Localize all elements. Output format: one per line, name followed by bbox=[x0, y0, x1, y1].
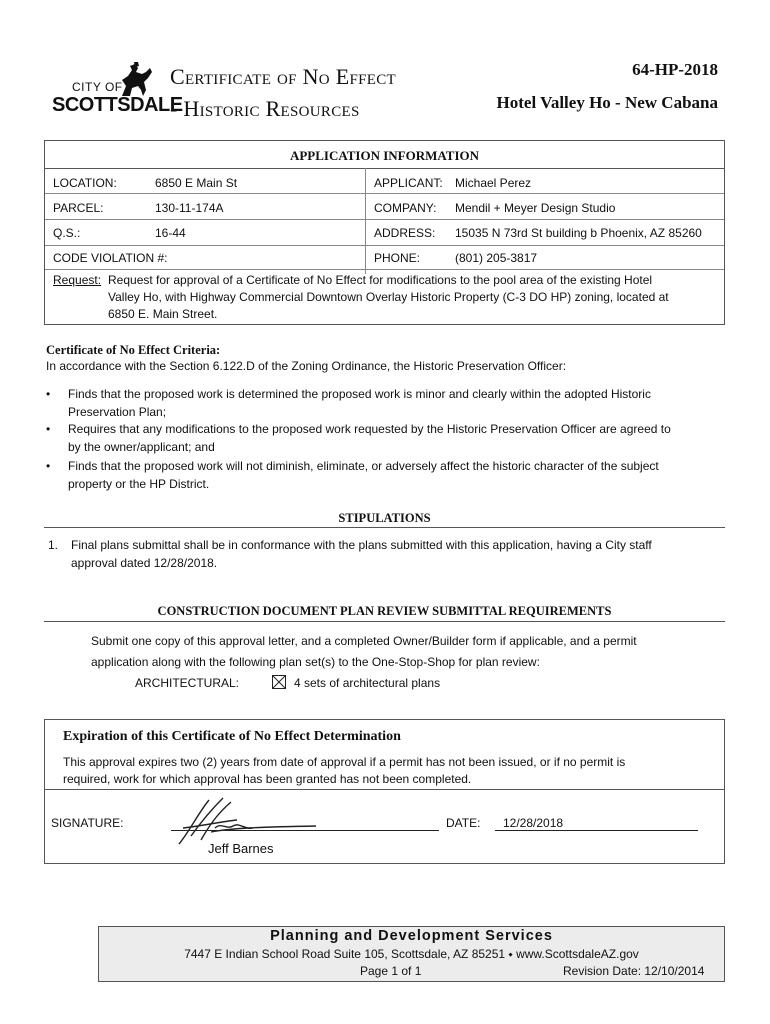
criteria-item-line1: Finds that the proposed work is determined the proposed work is minor and clearly within the adopted Historic bbox=[68, 387, 651, 401]
architectural-label: ARCHITECTURAL: bbox=[135, 676, 240, 690]
bullet-icon: • bbox=[46, 422, 51, 436]
criteria-item-line2: by the owner/applicant; and bbox=[68, 440, 215, 454]
company-label: COMPANY: bbox=[374, 201, 437, 215]
criteria-item-line1: Requires that any modifications to the proposed work requested by the Historic Preservation Officer are agreed to bbox=[68, 422, 671, 436]
signature-label: SIGNATURE: bbox=[51, 816, 124, 830]
expiration-line2: required, work for which approval has been granted has not been completed. bbox=[63, 772, 472, 786]
parcel-label: PARCEL: bbox=[53, 201, 104, 215]
footer-title: Planning and Development Services bbox=[270, 928, 553, 944]
expiration-box bbox=[44, 719, 725, 864]
date-line bbox=[495, 830, 698, 831]
address-value: 15035 N 73rd St building b Phoenix, AZ 85260 bbox=[455, 226, 702, 240]
bullet-icon: • bbox=[46, 459, 51, 473]
request-line2: Valley Ho, with Highway Commercial Downtown Overlay Historic Property (C-3 DO HP) zoning, located at bbox=[108, 290, 669, 304]
construction-line1: Submit one copy of this approval letter, and a completed Owner/Builder form if applicable, and a permit bbox=[91, 634, 637, 648]
criteria-heading: Certificate of No Effect Criteria: bbox=[46, 343, 221, 357]
stipulations-heading: STIPULATIONS bbox=[338, 511, 431, 525]
qs-label: Q.S.: bbox=[53, 226, 81, 240]
request-label: Request: bbox=[53, 273, 102, 287]
criteria-item-line1: Finds that the proposed work will not diminish, eliminate, or adversely affect the historic character of the subject bbox=[68, 459, 659, 473]
logo-scottsdale-text: SCOTTSDALE bbox=[52, 94, 183, 116]
project-name: Hotel Valley Ho - New Cabana bbox=[496, 93, 718, 112]
footer-page-number: Page 1 of 1 bbox=[360, 964, 422, 978]
criteria-intro: In accordance with the Section 6.122.D of the Zoning Ordinance, the Historic Preservation Officer: bbox=[46, 359, 567, 373]
architectural-value: 4 sets of architectural plans bbox=[294, 676, 441, 690]
request-line1: Request for approval of a Certificate of No Effect for modifications to the pool area of the existing Hotel bbox=[108, 273, 653, 287]
signer-name: Jeff Barnes bbox=[208, 841, 274, 856]
request-line3: 6850 E. Main Street. bbox=[108, 307, 218, 321]
criteria-item-line2: Preservation Plan; bbox=[68, 405, 167, 419]
application-info-box bbox=[44, 140, 725, 325]
construction-line2: application along with the following plan set(s) to the One-Stop-Shop for plan review: bbox=[91, 655, 540, 669]
phone-label: PHONE: bbox=[374, 251, 421, 265]
criteria-item-line2: property or the HP District. bbox=[68, 477, 210, 491]
expiration-line1: This approval expires two (2) years from date of approval if a permit has not been issued, or if no permit is bbox=[63, 755, 626, 769]
case-number: 64-HP-2018 bbox=[632, 60, 718, 79]
qs-value: 16-44 bbox=[155, 226, 186, 240]
architectural-checkbox[interactable] bbox=[272, 675, 286, 689]
address-label: ADDRESS: bbox=[374, 226, 436, 240]
applicant-label: APPLICANT: bbox=[374, 176, 443, 190]
logo-city-text: CITY OF bbox=[72, 80, 123, 94]
city-logo bbox=[50, 62, 183, 122]
checkbox-x-icon bbox=[272, 675, 286, 689]
date-label: DATE: bbox=[446, 816, 481, 830]
page-title-line2: - Historic Resources bbox=[170, 96, 360, 121]
bullet-icon: • bbox=[46, 387, 51, 401]
date-value: 12/28/2018 bbox=[503, 816, 564, 830]
stipulation-line1: Final plans submittal shall be in conformance with the plans submitted with this application, having a City staff bbox=[71, 538, 652, 552]
footer-address: 7447 E Indian School Road Suite 105, Scottsdale, AZ 85251 ⬩ www.ScottsdaleAZ.gov bbox=[184, 947, 639, 961]
application-heading: APPLICATION INFORMATION bbox=[289, 148, 480, 163]
page-title-line1: Certificate of No Effect bbox=[170, 64, 396, 89]
footer-revision-date: Revision Date: 12/10/2014 bbox=[563, 964, 705, 978]
parcel-value: 130-11-174A bbox=[155, 201, 224, 215]
construction-heading: CONSTRUCTION DOCUMENT PLAN REVIEW SUBMITTAL REQUIREMENTS bbox=[157, 604, 612, 618]
location-value: 6850 E Main St bbox=[155, 176, 238, 190]
phone-value: (801) 205-3817 bbox=[455, 251, 538, 265]
stipulation-line2: approval dated 12/28/2018. bbox=[71, 556, 218, 570]
stipulation-number: 1. bbox=[48, 538, 59, 552]
company-value: Mendil + Meyer Design Studio bbox=[455, 201, 616, 215]
location-label: LOCATION: bbox=[53, 176, 117, 190]
code-violation-label: CODE VIOLATION #: bbox=[53, 251, 168, 265]
expiration-heading: Expiration of this Certificate of No Effect Determination bbox=[63, 729, 401, 744]
applicant-value: Michael Perez bbox=[455, 176, 532, 190]
